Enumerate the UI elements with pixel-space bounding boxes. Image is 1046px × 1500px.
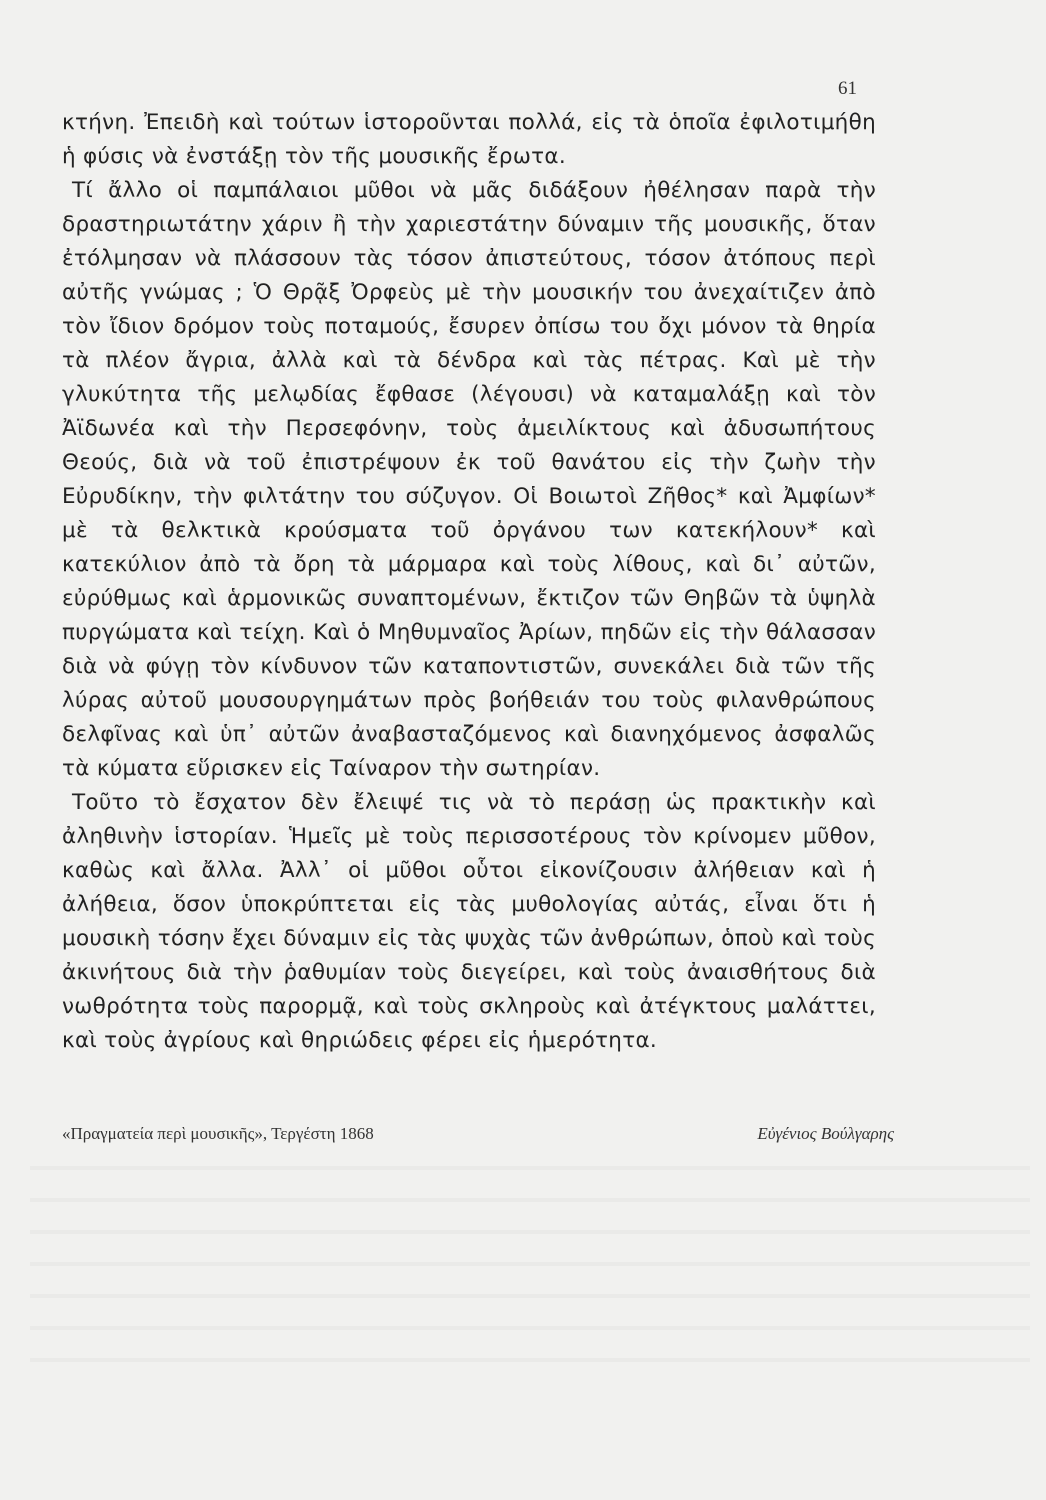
paragraph: κτήνη. Ἐπειδὴ καὶ τούτων ἱστοροῦνται πολλά, εἰς τὰ ὁποῖα ἐφιλοτιμήθη ἡ φύσις νὰ ἐνστάξῃ τὸν τῆς μουσικῆς ἔρωτα. — [62, 110, 876, 169]
body-text — [62, 106, 876, 1058]
source-citation: «Πραγματεία περὶ μουσικῆς», Τεργέστη 1868 — [62, 1124, 374, 1143]
paragraph: Τοῦτο τὸ ἔσχατον δὲν ἔλειψέ τις νὰ τὸ περάσῃ ὡς πρακτικὴν καὶ ἀληθινὴν ἱστορίαν. Ἡμεῖς μὲ τοὺς περισσοτέρους τὸν κρίνομεν μῦθον, καθὼς καὶ ἄλλα. Ἀλλ᾽ οἱ μῦθοι οὗτοι εἰκονίζουσιν ἀλήθειαν καὶ ἡ ἀλήθεια, ὅσον ὑποκρύπτεται εἰς τὰς μυθολογίας αὐτάς, εἶναι ὅτι ἡ μουσικὴ τόσην ἔχει δύναμιν εἰς τὰς ψυχὰς τῶν ἀνθρώπων, ὁποὺ καὶ τοὺς ἀκινήτους διὰ τὴν ῥαθυμίαν τοὺς διεγείρει, καὶ τοὺς ἀναισθήτους διὰ νωθρότητα τοὺς παρορμᾷ, καὶ τοὺς σκληροὺς καὶ ἀτέγκτους μαλάττει, καὶ τοὺς ἀγρίους καὶ θηριώδεις φέρει εἰς ἡμερότητα. — [62, 790, 876, 1053]
citation-footer — [62, 1124, 894, 1144]
author-name: Εὐγένιος Βούλγαρης — [757, 1124, 894, 1143]
paragraph: Τί ἄλλο οἱ παμπάλαιοι μῦθοι νὰ μᾶς διδάξουν ἠθέλησαν παρὰ τὴν δραστηριωτάτην χάριν ἢ τὴν χαριεστάτην δύναμιν τῆς μουσικῆς, ὅταν ἐτόλμησαν νὰ πλάσσουν τὰς τόσον ἀπιστεύτους, τόσον ἀτόπους περὶ αὐτῆς γνώμας ; Ὁ Θρᾷξ Ὀρφεὺς μὲ τὴν μουσικήν του ἀνεχαίτιζεν ἀπὸ τὸν ἴδιον δρόμον τοὺς ποταμούς, ἔσυρεν ὀπίσω του ὄχι μόνον τὰ θηρία τὰ πλέον ἄγρια, ἀλλὰ καὶ τὰ δένδρα καὶ τὰς πέτρας. Καὶ μὲ τὴν γλυκύτητα τῆς μελῳδίας ἔφθασε (λέγουσι) νὰ καταμαλάξῃ καὶ τὸν Ἀϊδωνέα καὶ τὴν Περσεφόνην, τοὺς ἀμειλίκτους καὶ ἀδυσωπήτους Θεούς, διὰ νὰ τοῦ ἐπιστρέψουν ἐκ τοῦ θανάτου εἰς τὴν ζωὴν τὴν Εὐρυδίκην, τὴν φιλτάτην του σύζυγον. Οἱ Βοιωτοὶ Ζῆθος* καὶ Ἀμφίων* μὲ τὰ θελκτικὰ κρούσματα τοῦ ὀργάνου των κατεκήλουν* καὶ κατεκύλιον ἀπὸ τὰ ὄρη τὰ μάρμαρα καὶ τοὺς λίθους, καὶ δι᾽ αὐτῶν, εὐρύθμως καὶ ἁρμονικῶς συναπτομένων, ἔκτιζον τῶν Θηβῶν τὰ ὑψηλὰ πυργώματα καὶ τείχη. Καὶ ὁ Μηθυμναῖος Ἀρίων, πηδῶν εἰς τὴν θάλασσαν διὰ νὰ φύγῃ τὸν κίνδυνον τῶν καταποντιστῶν, συνεκάλει διὰ τῶν τῆς λύρας αὐτοῦ μουσουργημάτων πρὸς βοήθειάν του τοὺς φιλανθρώπους δελφῖνας καὶ ὑπ᾽ αὐτῶν ἀναβασταζόμενος καὶ διανηχόμενος ἀσφαλῶς τὰ κύματα εὕρισκεν εἰς Ταίναρον τὴν σωτηρίαν. — [62, 178, 876, 781]
show-through-texture — [30, 1148, 1030, 1388]
page-number: 61 — [838, 78, 857, 99]
